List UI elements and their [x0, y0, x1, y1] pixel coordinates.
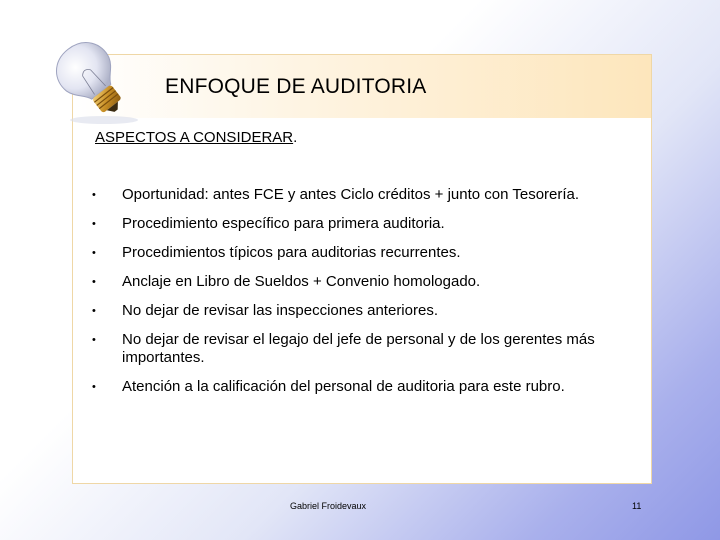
bullet-text: No dejar de revisar las inspecciones anteriores. — [122, 302, 438, 319]
bullet-item — [92, 331, 637, 367]
bullet-marker: • — [92, 247, 96, 259]
bullet-item — [92, 244, 637, 262]
bullet-text: Procedimiento específico para primera auditoria. — [122, 215, 445, 232]
bullet-text: Procedimientos típicos para auditorias recurrentes. — [122, 244, 461, 261]
bullet-item — [92, 378, 637, 396]
bullet-marker: • — [92, 276, 96, 288]
bullet-marker: • — [92, 305, 96, 317]
bullet-item — [92, 302, 637, 320]
bullet-text: Oportunidad: antes FCE y antes Ciclo créditos + junto con Tesorería. — [122, 186, 580, 203]
bullet-text: Atención a la calificación del personal de auditoria para este rubro. — [122, 378, 565, 395]
light-bulb-icon — [44, 36, 154, 126]
bullet-item — [92, 215, 637, 233]
bullet-item — [92, 186, 637, 204]
bullet-marker: • — [92, 334, 96, 346]
bullet-text: Anclaje en Libro de Sueldos + Convenio homologado. — [122, 273, 481, 290]
bullet-marker: • — [92, 218, 96, 230]
title-band — [73, 55, 651, 118]
footer-author: Gabriel Froidevaux — [290, 501, 367, 511]
subheading: ASPECTOS A CONSIDERAR. — [95, 129, 298, 146]
bullet-list — [92, 186, 637, 407]
bullet-marker: • — [92, 381, 96, 393]
bullet-item — [92, 273, 637, 291]
bullet-marker: • — [92, 189, 96, 201]
slide-title: ENFOQUE DE AUDITORIA — [165, 75, 427, 98]
bullet-text: No dejar de revisar el legajo del jefe de personal y de los gerentes más importantes. — [122, 331, 595, 366]
page-number: 11 — [632, 501, 642, 511]
